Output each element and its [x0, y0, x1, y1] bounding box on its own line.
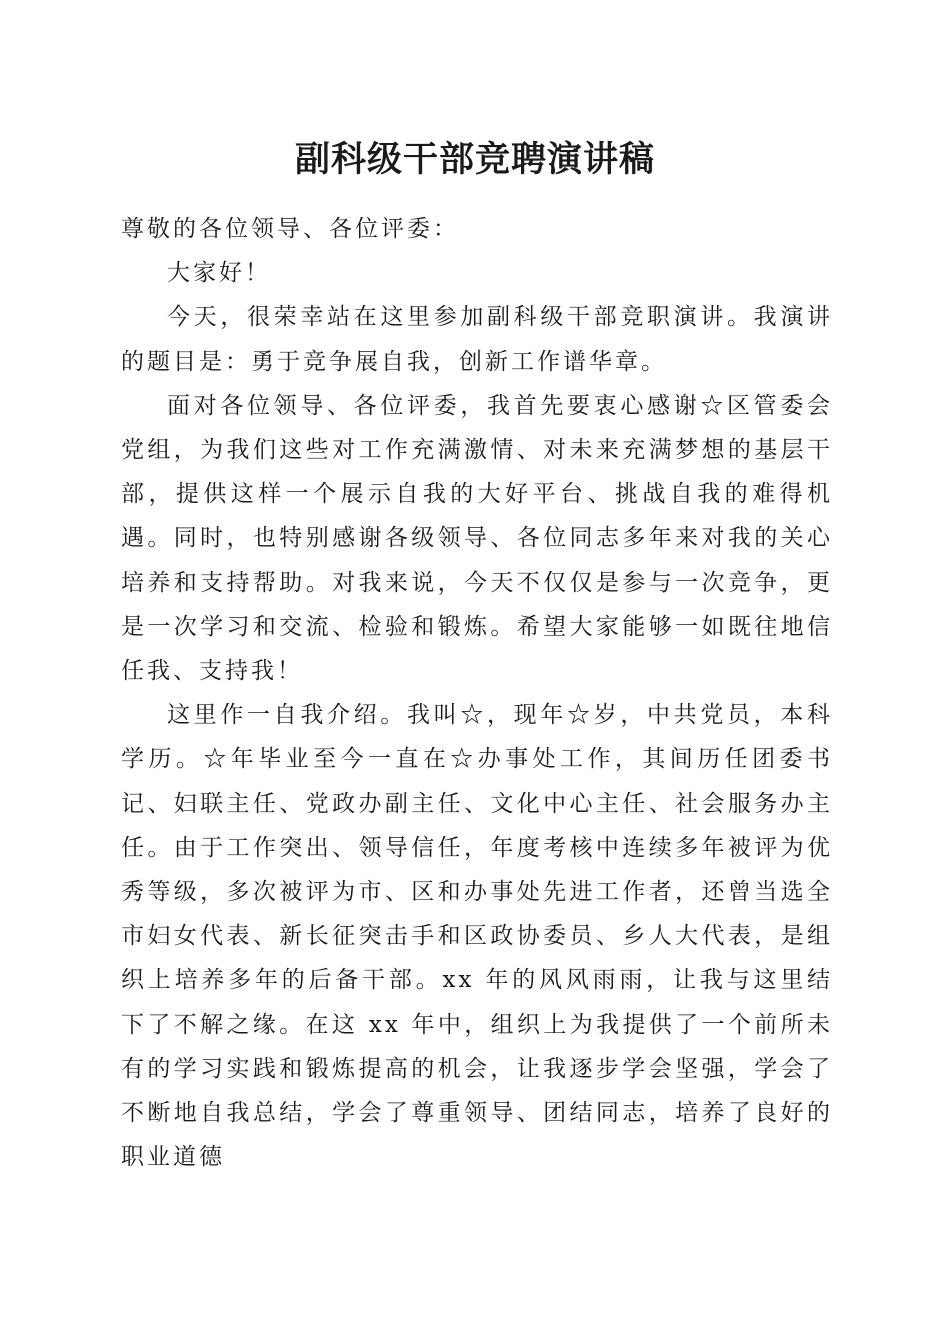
salutation: 尊敬的各位领导、各位评委：	[121, 216, 459, 242]
paragraph-intro: 今天，很荣幸站在这里参加副科级干部竞职演讲。我演讲的题目是：勇于竞争展自我，创新工作谱华章。	[121, 304, 833, 375]
paragraph-self-introduction: 这里作一自我介绍。我叫☆，现年☆岁，中共党员，本科学历。☆年毕业至今一直在☆办事处工作，其间历任团委书记、妇联主任、党政办副主任、文化中心主任、社会服务办主任。由于工作突出、领导信任，年度考核中连续多年被评为优秀等级，多次被评为市、区和办事处先进工作者，还曾当选全市妇女代表、新长征突击手和区政协委员、乡人大代表，是组织上培养多年的后备干部。xx 年的风风雨雨，让我与这里结下了不解之缘。在这 xx 年中，组织上为我提供了一个前所未有的学习实践和锻炼提高的机会，让我逐步学会坚强，学会了不断地自我总结，学会了尊重领导、团结同志，培养了良好的职业道德	[121, 702, 833, 1171]
paragraph-thanks: 面对各位领导、各位评委，我首先要衷心感谢☆区管委会党组，为我们这些对工作充满激情、对未来充满梦想的基层干部，提供这样一个展示自我的大好平台、挑战自我的难得机遇。同时，也特别感谢各级领导、各位同志多年来对我的关心培养和支持帮助。对我来说，今天不仅仅是参与一次竞争，更是一次学习和交流、检验和锻炼。希望大家能够一如既往地信任我、支持我！	[121, 392, 833, 685]
document-body	[121, 207, 833, 1179]
greeting: 大家好！	[167, 260, 271, 287]
document-title: 副科级干部竞聘演讲稿	[294, 139, 655, 180]
